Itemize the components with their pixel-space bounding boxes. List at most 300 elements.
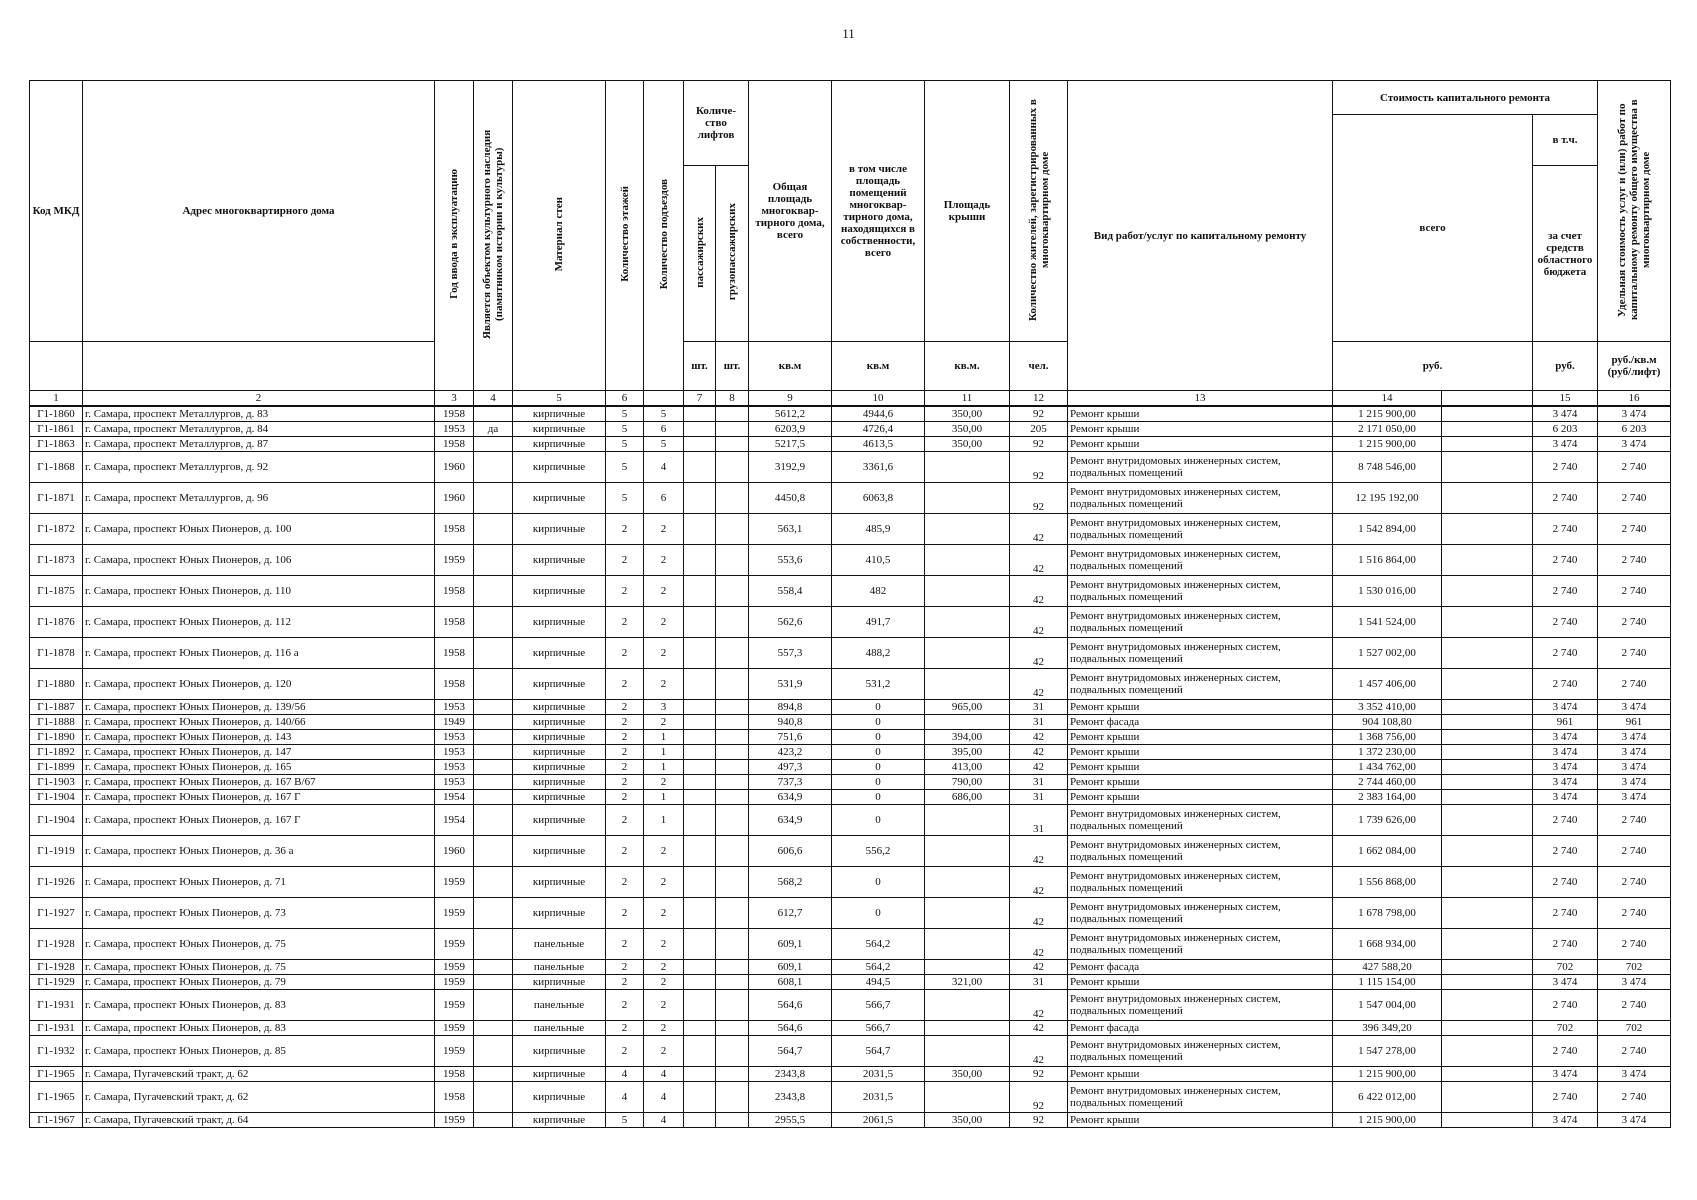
row-lifts-cargo [716,715,749,730]
row-walls: кирпичные [513,775,606,790]
table-row [30,730,1671,745]
row-code: Г1-1931 [30,1021,83,1036]
row-max-cost: 3 474 [1598,730,1671,745]
row-unit-cost: 3 474 [1533,760,1598,775]
row-code: Г1-1926 [30,867,83,898]
row-roof-area: 350,00 [925,422,1010,437]
row-lifts-passenger [684,1036,716,1067]
row-cost-regional [1442,960,1533,975]
row-area-total: 608,1 [749,975,832,990]
row-max-cost: 3 474 [1598,700,1671,715]
row-roof-area: 350,00 [925,437,1010,452]
row-unit-cost: 3 474 [1533,1113,1598,1128]
unit-roof-area: кв.м. [925,342,1010,391]
row-residents: 42 [1010,607,1068,638]
row-cost-total: 396 349,20 [1333,1021,1442,1036]
column-number: 8 [716,391,749,407]
row-year: 1959 [435,975,474,990]
row-cost-regional [1442,669,1533,700]
row-residents: 42 [1010,867,1068,898]
column-number: 7 [684,391,716,407]
row-code: Г1-1899 [30,760,83,775]
row-floors: 2 [606,867,644,898]
row-roof-area: 350,00 [925,406,1010,422]
table-row [30,760,1671,775]
row-lifts-cargo [716,1036,749,1067]
row-floors: 4 [606,1082,644,1113]
row-heritage [474,730,513,745]
row-unit-cost: 2 740 [1533,898,1598,929]
row-cost-total: 2 744 460,00 [1333,775,1442,790]
row-max-cost: 2 740 [1598,576,1671,607]
row-address: г. Самара, проспект Юных Пионеров, д. 100 [83,514,435,545]
row-area-owned: 0 [832,790,925,805]
row-cost-regional [1442,790,1533,805]
row-unit-cost: 3 474 [1533,730,1598,745]
row-area-owned: 410,5 [832,545,925,576]
row-area-total: 558,4 [749,576,832,607]
row-residents: 42 [1010,990,1068,1021]
row-area-total: 2343,8 [749,1082,832,1113]
table-row [30,715,1671,730]
row-address: г. Самара, проспект Юных Пионеров, д. 165 [83,760,435,775]
header-roof-area: Площадь крыши [925,81,1010,342]
row-cost-regional [1442,898,1533,929]
row-area-total: 609,1 [749,960,832,975]
column-number [1442,391,1533,407]
row-code: Г1-1965 [30,1067,83,1082]
row-floors: 2 [606,1036,644,1067]
row-address: г. Самара, проспект Юных Пионеров, д. 139/56 [83,700,435,715]
row-lifts-passenger [684,790,716,805]
row-area-owned: 494,5 [832,975,925,990]
row-work-type: Ремонт крыши [1068,1067,1333,1082]
row-code: Г1-1876 [30,607,83,638]
row-roof-area [925,1036,1010,1067]
row-code: Г1-1904 [30,790,83,805]
unit-area-total: кв.м [749,342,832,391]
row-work-type: Ремонт фасада [1068,960,1333,975]
header-code: Код МКД [30,81,83,342]
row-roof-area: 394,00 [925,730,1010,745]
row-floors: 2 [606,975,644,990]
row-floors: 2 [606,669,644,700]
row-max-cost: 2 740 [1598,452,1671,483]
row-residents: 92 [1010,1082,1068,1113]
row-code: Г1-1927 [30,898,83,929]
row-lifts-cargo [716,898,749,929]
row-roof-area: 790,00 [925,775,1010,790]
row-lifts-passenger [684,1021,716,1036]
row-code: Г1-1868 [30,452,83,483]
row-lifts-passenger [684,715,716,730]
table-row [30,790,1671,805]
row-cost-regional [1442,576,1533,607]
row-walls: кирпичные [513,437,606,452]
row-residents: 31 [1010,715,1068,730]
row-lifts-cargo [716,545,749,576]
header-cost: Стоимость капитального ремонта [1333,81,1598,115]
row-address: г. Самара, проспект Юных Пионеров, д. 110 [83,576,435,607]
row-residents: 31 [1010,790,1068,805]
table-row [30,638,1671,669]
row-walls: кирпичные [513,898,606,929]
row-entrances: 2 [644,929,684,960]
row-lifts-cargo [716,836,749,867]
row-floors: 2 [606,898,644,929]
row-unit-cost: 2 740 [1533,1036,1598,1067]
row-area-owned: 531,2 [832,669,925,700]
column-number: 9 [749,391,832,407]
row-roof-area [925,452,1010,483]
row-area-total: 2343,8 [749,1067,832,1082]
row-walls: кирпичные [513,760,606,775]
row-area-owned: 491,7 [832,607,925,638]
row-unit-cost: 2 740 [1533,1082,1598,1113]
row-cost-regional [1442,437,1533,452]
row-lifts-cargo [716,1067,749,1082]
row-residents: 42 [1010,760,1068,775]
row-area-total: 606,6 [749,836,832,867]
row-entrances: 5 [644,406,684,422]
row-code: Г1-1928 [30,960,83,975]
row-floors: 5 [606,406,644,422]
row-area-owned: 0 [832,745,925,760]
row-lifts-passenger [684,483,716,514]
column-number: 2 [83,391,435,407]
row-residents: 92 [1010,483,1068,514]
row-unit-cost: 3 474 [1533,437,1598,452]
row-lifts-cargo [716,775,749,790]
row-address: г. Самара, проспект Юных Пионеров, д. 140/66 [83,715,435,730]
row-address: г. Самара, проспект Юных Пионеров, д. 147 [83,745,435,760]
row-residents: 92 [1010,1067,1068,1082]
row-lifts-cargo [716,437,749,452]
row-walls: кирпичные [513,700,606,715]
row-lifts-passenger [684,960,716,975]
row-heritage [474,745,513,760]
row-year: 1959 [435,990,474,1021]
row-floors: 2 [606,1021,644,1036]
row-roof-area: 965,00 [925,700,1010,715]
row-address: г. Самара, Пугачевский тракт, д. 62 [83,1067,435,1082]
row-lifts-cargo [716,929,749,960]
row-work-type: Ремонт внутридомовых инженерных систем, подвальных помещений [1068,483,1333,514]
row-year: 1959 [435,929,474,960]
row-max-cost: 3 474 [1598,760,1671,775]
row-roof-area [925,638,1010,669]
unit-residents: чел. [1010,342,1068,391]
column-number: 11 [925,391,1010,407]
row-walls: кирпичные [513,745,606,760]
row-address: г. Самара, Пугачевский тракт, д. 64 [83,1113,435,1128]
row-roof-area [925,960,1010,975]
row-year: 1954 [435,805,474,836]
row-entrances: 2 [644,715,684,730]
row-residents: 42 [1010,1036,1068,1067]
table-row [30,1021,1671,1036]
row-address: г. Самара, проспект Юных Пионеров, д. 83 [83,990,435,1021]
row-area-total: 568,2 [749,867,832,898]
column-number: 1 [30,391,83,407]
row-cost-regional [1442,483,1533,514]
table-row [30,990,1671,1021]
header-floors: Количество этажей [606,81,644,391]
column-number: 10 [832,391,925,407]
row-year: 1958 [435,1067,474,1082]
row-address: г. Самара, проспект Юных Пионеров, д. 36 а [83,836,435,867]
row-lifts-passenger [684,638,716,669]
row-roof-area [925,805,1010,836]
row-work-type: Ремонт крыши [1068,730,1333,745]
row-entrances: 1 [644,790,684,805]
row-work-type: Ремонт внутридомовых инженерных систем, подвальных помещений [1068,990,1333,1021]
row-residents: 205 [1010,422,1068,437]
row-year: 1959 [435,898,474,929]
row-work-type: Ремонт фасада [1068,715,1333,730]
row-cost-regional [1442,406,1533,422]
unit-unit-cost: руб./кв.м (руб/лифт) [1598,342,1671,391]
row-unit-cost: 3 474 [1533,790,1598,805]
row-unit-cost: 702 [1533,960,1598,975]
row-address: г. Самара, проспект Юных Пионеров, д. 73 [83,898,435,929]
row-floors: 2 [606,514,644,545]
row-cost-regional [1442,867,1533,898]
table-row [30,1113,1671,1128]
row-cost-total: 427 588,20 [1333,960,1442,975]
row-entrances: 4 [644,452,684,483]
row-residents: 42 [1010,836,1068,867]
row-work-type: Ремонт крыши [1068,422,1333,437]
row-lifts-cargo [716,452,749,483]
row-area-owned: 6063,8 [832,483,925,514]
row-area-total: 2955,5 [749,1113,832,1128]
row-residents: 42 [1010,514,1068,545]
row-cost-regional [1442,638,1533,669]
row-max-cost: 2 740 [1598,1036,1671,1067]
row-cost-total: 1 547 004,00 [1333,990,1442,1021]
row-max-cost: 2 740 [1598,805,1671,836]
row-work-type: Ремонт крыши [1068,1113,1333,1128]
header-walls: Материал стен [513,81,606,391]
row-cost-regional [1442,990,1533,1021]
row-year: 1953 [435,745,474,760]
row-lifts-cargo [716,960,749,975]
row-heritage [474,1036,513,1067]
row-cost-total: 1 215 900,00 [1333,406,1442,422]
header-area-owned: в том числе площадь помещений многоквар-тирного дома, находящихся в собственности, всего [832,81,925,342]
row-walls: кирпичные [513,607,606,638]
row-roof-area: 350,00 [925,1113,1010,1128]
row-cost-total: 1 739 626,00 [1333,805,1442,836]
row-year: 1953 [435,730,474,745]
row-walls: кирпичные [513,514,606,545]
row-max-cost: 2 740 [1598,638,1671,669]
row-unit-cost: 2 740 [1533,669,1598,700]
row-entrances: 2 [644,775,684,790]
row-max-cost: 2 740 [1598,514,1671,545]
table-row [30,867,1671,898]
row-max-cost: 6 203 [1598,422,1671,437]
row-cost-total: 1 115 154,00 [1333,975,1442,990]
table-row [30,805,1671,836]
row-lifts-cargo [716,867,749,898]
row-cost-total: 1 372 230,00 [1333,745,1442,760]
row-work-type: Ремонт внутридомовых инженерных систем, подвальных помещений [1068,638,1333,669]
row-code: Г1-1872 [30,514,83,545]
row-cost-regional [1442,1036,1533,1067]
row-floors: 5 [606,437,644,452]
row-code: Г1-1919 [30,836,83,867]
row-residents: 92 [1010,437,1068,452]
row-max-cost: 3 474 [1598,745,1671,760]
row-entrances: 3 [644,700,684,715]
table-row [30,514,1671,545]
row-roof-area [925,929,1010,960]
row-max-cost: 961 [1598,715,1671,730]
row-address: г. Самара, проспект Юных Пионеров, д. 116 а [83,638,435,669]
row-address: г. Самара, проспект Юных Пионеров, д. 143 [83,730,435,745]
row-heritage [474,715,513,730]
row-address: г. Самара, проспект Юных Пионеров, д. 75 [83,960,435,975]
table-row [30,1036,1671,1067]
row-floors: 2 [606,805,644,836]
header-area-total: Общая площадь многоквар-тирного дома, всего [749,81,832,342]
row-walls: кирпичные [513,1036,606,1067]
row-area-total: 737,3 [749,775,832,790]
row-area-total: 6203,9 [749,422,832,437]
unit-address [83,342,435,391]
row-residents: 92 [1010,1113,1068,1128]
row-area-total: 940,8 [749,715,832,730]
row-entrances: 1 [644,760,684,775]
column-number: 14 [1333,391,1442,407]
row-entrances: 2 [644,1036,684,1067]
row-cost-total: 1 662 084,00 [1333,836,1442,867]
row-walls: кирпичные [513,638,606,669]
row-work-type: Ремонт внутридомовых инженерных систем, подвальных помещений [1068,898,1333,929]
row-lifts-passenger [684,836,716,867]
row-area-owned: 4944,6 [832,406,925,422]
header-incl: в т.ч. [1533,115,1598,166]
row-heritage [474,576,513,607]
column-number-row [30,391,1671,407]
row-address: г. Самара, проспект Юных Пионеров, д. 79 [83,975,435,990]
row-lifts-passenger [684,422,716,437]
row-lifts-cargo [716,422,749,437]
header-cost-total: всего [1333,115,1533,342]
row-lifts-cargo [716,1113,749,1128]
row-address: г. Самара, проспект Юных Пионеров, д. 112 [83,607,435,638]
row-work-type: Ремонт внутридомовых инженерных систем, подвальных помещений [1068,607,1333,638]
row-residents: 42 [1010,669,1068,700]
row-heritage [474,867,513,898]
row-lifts-cargo [716,669,749,700]
row-max-cost: 2 740 [1598,867,1671,898]
row-heritage [474,960,513,975]
row-code: Г1-1967 [30,1113,83,1128]
row-unit-cost: 3 474 [1533,1067,1598,1082]
row-cost-total: 1 215 900,00 [1333,437,1442,452]
row-floors: 2 [606,960,644,975]
row-lifts-passenger [684,1067,716,1082]
row-lifts-cargo [716,990,749,1021]
row-cost-regional [1442,805,1533,836]
row-floors: 2 [606,760,644,775]
row-residents: 92 [1010,406,1068,422]
row-floors: 4 [606,1067,644,1082]
row-cost-regional [1442,700,1533,715]
row-roof-area [925,836,1010,867]
row-cost-total: 1 678 798,00 [1333,898,1442,929]
row-roof-area [925,607,1010,638]
row-roof-area [925,483,1010,514]
row-area-owned: 0 [832,760,925,775]
row-walls: кирпичные [513,836,606,867]
table-body [30,406,1671,1128]
row-unit-cost: 2 740 [1533,514,1598,545]
row-cost-regional [1442,730,1533,745]
row-work-type: Ремонт внутридомовых инженерных систем, подвальных помещений [1068,836,1333,867]
row-work-type: Ремонт внутридомовых инженерных систем, подвальных помещений [1068,1036,1333,1067]
row-area-total: 609,1 [749,929,832,960]
row-entrances: 4 [644,1113,684,1128]
row-unit-cost: 6 203 [1533,422,1598,437]
row-max-cost: 2 740 [1598,990,1671,1021]
row-walls: кирпичные [513,867,606,898]
unit-cost-regional: руб. [1533,342,1598,391]
header-entrances: Количество подъездов [644,81,684,391]
row-area-owned: 2031,5 [832,1082,925,1113]
row-roof-area [925,715,1010,730]
row-entrances: 2 [644,514,684,545]
row-floors: 2 [606,607,644,638]
row-code: Г1-1928 [30,929,83,960]
row-year: 1958 [435,514,474,545]
row-walls: кирпичные [513,545,606,576]
row-code: Г1-1873 [30,545,83,576]
unit-cost-total: руб. [1333,342,1533,391]
row-area-owned: 0 [832,867,925,898]
row-area-owned: 566,7 [832,1021,925,1036]
row-cost-total: 1 527 002,00 [1333,638,1442,669]
row-residents: 42 [1010,898,1068,929]
row-roof-area: 321,00 [925,975,1010,990]
row-area-owned: 4726,4 [832,422,925,437]
row-unit-cost: 2 740 [1533,607,1598,638]
table-row [30,929,1671,960]
row-cost-regional [1442,607,1533,638]
row-residents: 31 [1010,700,1068,715]
table-row [30,576,1671,607]
row-heritage [474,1021,513,1036]
row-max-cost: 3 474 [1598,1113,1671,1128]
row-entrances: 1 [644,745,684,760]
row-code: Г1-1904 [30,805,83,836]
row-max-cost: 702 [1598,1021,1671,1036]
row-code: Г1-1888 [30,715,83,730]
row-lifts-passenger [684,406,716,422]
row-entrances: 2 [644,990,684,1021]
row-cost-regional [1442,715,1533,730]
header-work-type: Вид работ/услуг по капитальному ремонту [1068,81,1333,391]
row-lifts-cargo [716,638,749,669]
row-unit-cost: 2 740 [1533,867,1598,898]
row-walls: кирпичные [513,1067,606,1082]
row-walls: кирпичные [513,1082,606,1113]
row-entrances: 2 [644,638,684,669]
row-cost-regional [1442,1067,1533,1082]
